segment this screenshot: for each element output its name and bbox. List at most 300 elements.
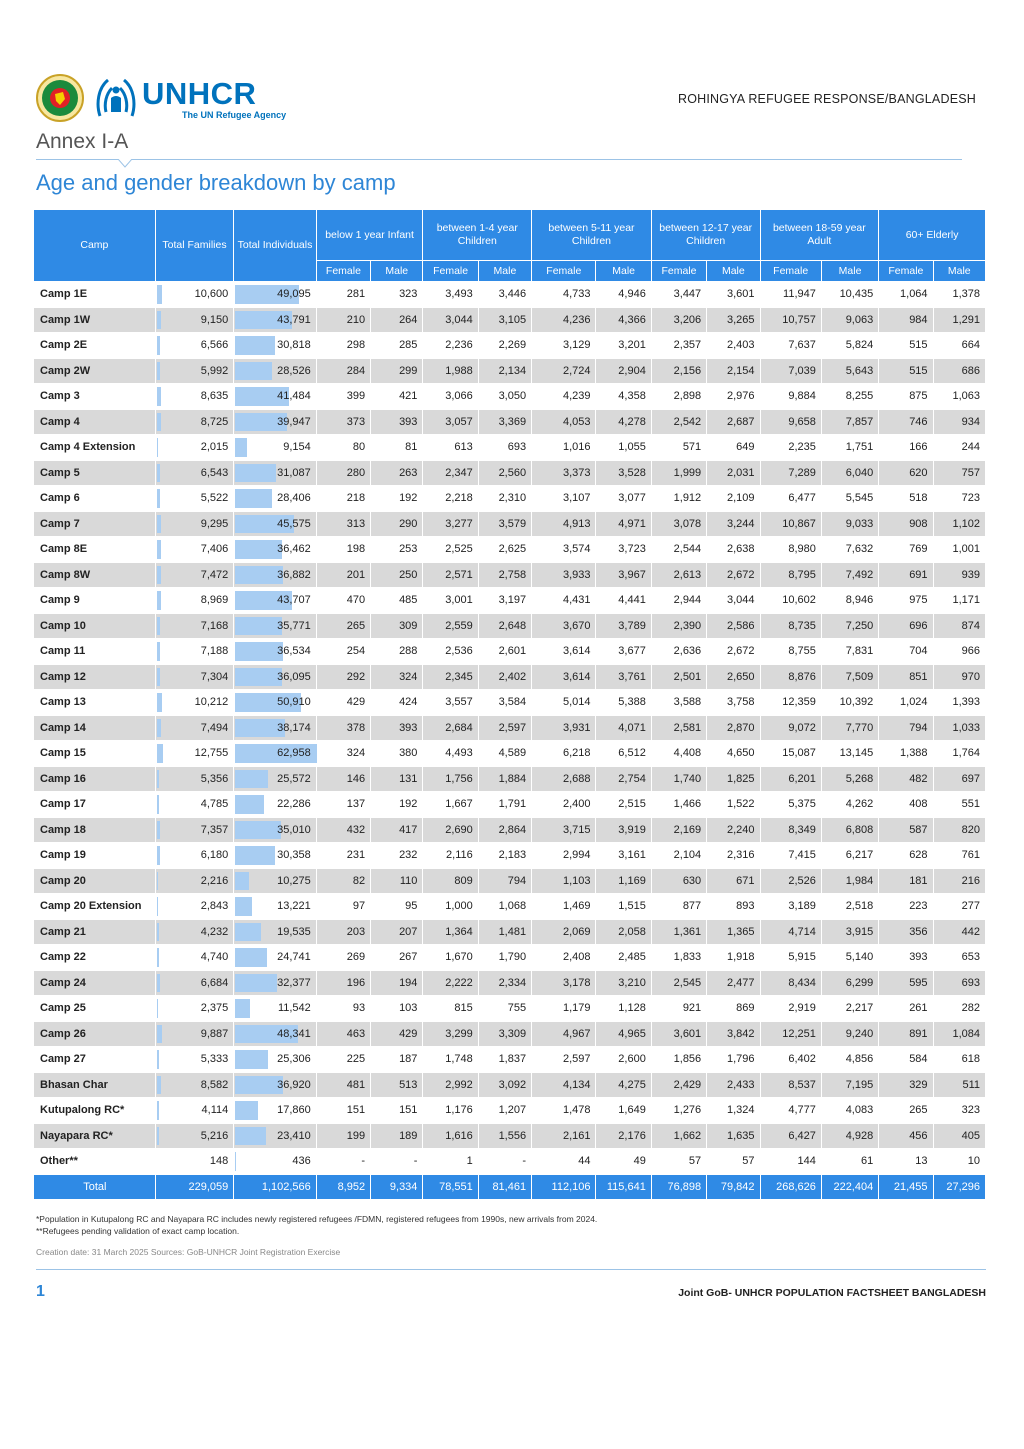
value-cell: 378 xyxy=(317,716,370,741)
value-cell: 192 xyxy=(371,792,422,817)
value-cell: 2,672 xyxy=(707,639,759,664)
table-row xyxy=(34,1149,985,1174)
footer-label: Joint GoB- UNHCR POPULATION FACTSHEET BANGLADESH xyxy=(678,1287,986,1299)
value-cell: 1,276 xyxy=(652,1098,706,1123)
cell-value: 6,543 xyxy=(200,466,229,479)
value-cell: 2,545 xyxy=(652,971,706,996)
value-cell: 103 xyxy=(371,996,422,1021)
families-bar xyxy=(157,872,158,891)
value-cell: 1,207 xyxy=(479,1098,531,1123)
value-cell: 1,000 xyxy=(423,894,477,919)
value-cell: 4,733 xyxy=(532,282,595,307)
value-cell: 1,324 xyxy=(707,1098,759,1123)
value-cell: 144 xyxy=(761,1149,821,1174)
header-female: Female xyxy=(317,261,370,281)
total-families-cell xyxy=(156,843,233,868)
individuals-bar xyxy=(235,846,274,865)
value-cell: 515 xyxy=(879,359,932,384)
individuals-bar xyxy=(235,872,248,891)
total-individuals-cell xyxy=(234,1124,316,1149)
individuals-bar xyxy=(235,668,282,687)
value-cell: 3,579 xyxy=(479,512,531,537)
cell-value: 28,526 xyxy=(277,364,311,377)
total-individuals-cell xyxy=(234,690,316,715)
table-row xyxy=(34,512,985,537)
total-families-cell xyxy=(156,639,233,664)
individuals-bar xyxy=(235,1050,268,1069)
camp-name-cell: Camp 5 xyxy=(34,461,155,486)
value-cell: 7,831 xyxy=(822,639,878,664)
value-cell: 264 xyxy=(371,308,422,333)
cell-value: 10,275 xyxy=(277,874,311,887)
value-cell: 10 xyxy=(934,1149,985,1174)
value-cell: 1,825 xyxy=(707,767,759,792)
cell-value: 48,341 xyxy=(277,1027,311,1040)
value-cell: 1,790 xyxy=(479,945,531,970)
creation-source-line: Creation date: 31 March 2025 Sources: GoB-UNHCR Joint Registration Exercise xyxy=(36,1247,341,1257)
value-cell: 3,105 xyxy=(479,308,531,333)
individuals-bar xyxy=(235,489,272,508)
value-cell: 1,024 xyxy=(879,690,932,715)
value-cell: 1,918 xyxy=(707,945,759,970)
individuals-bar xyxy=(235,770,268,789)
families-bar xyxy=(157,1127,160,1146)
value-cell: 4,589 xyxy=(479,741,531,766)
value-cell: 277 xyxy=(934,894,985,919)
cell-value: 2,375 xyxy=(200,1002,229,1015)
individuals-bar xyxy=(235,1076,283,1095)
value-cell: 2,944 xyxy=(652,588,706,613)
total-individuals-cell xyxy=(234,359,316,384)
table-row xyxy=(34,614,985,639)
value-cell: 463 xyxy=(317,1022,370,1047)
total-value-cell: 9,334 xyxy=(371,1175,422,1199)
value-cell: 6,217 xyxy=(822,843,878,868)
value-cell: 2,069 xyxy=(532,920,595,945)
bangladesh-emblem-icon xyxy=(36,74,84,122)
cell-value: 7,494 xyxy=(200,721,229,734)
total-value-cell: 222,404 xyxy=(822,1175,878,1199)
value-cell: 196 xyxy=(317,971,370,996)
value-cell: 809 xyxy=(423,869,477,894)
value-cell: 6,402 xyxy=(761,1047,821,1072)
total-individuals-cell xyxy=(234,971,316,996)
value-cell: 3,197 xyxy=(479,588,531,613)
value-cell: 584 xyxy=(879,1047,932,1072)
value-cell: 1,033 xyxy=(934,716,985,741)
camp-name-cell: Camp 11 xyxy=(34,639,155,664)
value-cell: 7,039 xyxy=(761,359,821,384)
individuals-bar xyxy=(235,974,277,993)
value-cell: 2,345 xyxy=(423,665,477,690)
value-cell: 244 xyxy=(934,435,985,460)
value-cell: 1,751 xyxy=(822,435,878,460)
value-cell: 3,161 xyxy=(596,843,650,868)
families-bar xyxy=(157,617,161,636)
cell-value: 9,150 xyxy=(200,313,229,326)
camp-name-cell: Other** xyxy=(34,1149,155,1174)
total-individuals-cell xyxy=(234,741,316,766)
cell-value: 10,600 xyxy=(194,288,229,301)
value-cell: 15,087 xyxy=(761,741,821,766)
camp-name-cell: Camp 25 xyxy=(34,996,155,1021)
families-bar xyxy=(157,336,160,355)
total-individuals-cell xyxy=(234,894,316,919)
value-cell: 761 xyxy=(934,843,985,868)
value-cell: 1,764 xyxy=(934,741,985,766)
cell-value: 9,887 xyxy=(200,1027,229,1040)
value-cell: 329 xyxy=(879,1073,932,1098)
value-cell: 1,515 xyxy=(596,894,650,919)
value-cell: 2,571 xyxy=(423,563,477,588)
value-cell: 3,044 xyxy=(707,588,759,613)
total-families-cell xyxy=(156,461,233,486)
value-cell: 194 xyxy=(371,971,422,996)
total-families-cell xyxy=(156,945,233,970)
table-row xyxy=(34,894,985,919)
value-cell: 210 xyxy=(317,308,370,333)
table-row xyxy=(34,563,985,588)
total-individuals-cell xyxy=(234,384,316,409)
cell-value: 5,356 xyxy=(200,772,229,785)
value-cell: 2,403 xyxy=(707,333,759,358)
value-cell: 970 xyxy=(934,665,985,690)
value-cell: 485 xyxy=(371,588,422,613)
camp-name-cell: Camp 14 xyxy=(34,716,155,741)
value-cell: 151 xyxy=(371,1098,422,1123)
value-cell: 6,808 xyxy=(822,818,878,843)
total-value-cell: 81,461 xyxy=(479,1175,531,1199)
families-bar xyxy=(157,795,159,814)
value-cell: 7,492 xyxy=(822,563,878,588)
cell-value: 28,406 xyxy=(277,492,311,505)
table-row xyxy=(34,1047,985,1072)
value-cell: 2,485 xyxy=(596,945,650,970)
individuals-bar xyxy=(235,464,275,483)
value-cell: 8,537 xyxy=(761,1073,821,1098)
total-individuals-cell xyxy=(234,563,316,588)
value-cell: 2,994 xyxy=(532,843,595,868)
families-bar xyxy=(157,489,160,508)
value-cell: 225 xyxy=(317,1047,370,1072)
value-cell: 3,761 xyxy=(596,665,650,690)
cell-value: 25,306 xyxy=(277,1053,311,1066)
header-total-individuals: Total Individuals xyxy=(234,210,316,281)
value-cell: 2,269 xyxy=(479,333,531,358)
value-cell: 3,277 xyxy=(423,512,477,537)
total-individuals-cell xyxy=(234,716,316,741)
total-individuals-cell xyxy=(234,1149,316,1174)
total-families-cell xyxy=(156,996,233,1021)
value-cell: 10,757 xyxy=(761,308,821,333)
camp-name-cell: Kutupalong RC* xyxy=(34,1098,155,1123)
value-cell: 934 xyxy=(934,410,985,435)
value-cell: 2,031 xyxy=(707,461,759,486)
total-families-cell xyxy=(156,588,233,613)
value-cell: 691 xyxy=(879,563,932,588)
total-families-cell xyxy=(156,512,233,537)
value-cell: 2,544 xyxy=(652,537,706,562)
value-cell: 8,876 xyxy=(761,665,821,690)
cell-value: 148 xyxy=(209,1155,229,1168)
value-cell: 8,255 xyxy=(822,384,878,409)
value-cell: 908 xyxy=(879,512,932,537)
value-cell: 151 xyxy=(317,1098,370,1123)
value-cell: 1,378 xyxy=(934,282,985,307)
value-cell: 820 xyxy=(934,818,985,843)
value-cell: 3,189 xyxy=(761,894,821,919)
camp-name-cell: Camp 2E xyxy=(34,333,155,358)
value-cell: 664 xyxy=(934,333,985,358)
cell-value: 7,472 xyxy=(200,568,229,581)
header-age-infant: below 1 year Infant xyxy=(317,210,423,260)
value-cell: 1,063 xyxy=(934,384,985,409)
value-cell: 9,072 xyxy=(761,716,821,741)
families-bar xyxy=(157,999,158,1018)
value-cell: 595 xyxy=(879,971,932,996)
individuals-bar xyxy=(235,617,281,636)
value-cell: 1,740 xyxy=(652,767,706,792)
table-row xyxy=(34,333,985,358)
total-value-cell: 27,296 xyxy=(934,1175,985,1199)
value-cell: 5,014 xyxy=(532,690,595,715)
cell-value: 30,358 xyxy=(277,849,311,862)
camp-name-cell: Camp 19 xyxy=(34,843,155,868)
individuals-bar xyxy=(235,948,267,967)
total-individuals-cell xyxy=(234,435,316,460)
value-cell: 1,016 xyxy=(532,435,595,460)
value-cell: 232 xyxy=(371,843,422,868)
value-cell: 3,919 xyxy=(596,818,650,843)
value-cell: 7,509 xyxy=(822,665,878,690)
value-cell: 2,560 xyxy=(479,461,531,486)
value-cell: 3,078 xyxy=(652,512,706,537)
cell-value: 10,212 xyxy=(194,696,229,709)
value-cell: 1,179 xyxy=(532,996,595,1021)
value-cell: 250 xyxy=(371,563,422,588)
value-cell: 61 xyxy=(822,1149,878,1174)
individuals-bar xyxy=(235,336,275,355)
value-cell: 2,684 xyxy=(423,716,477,741)
cell-value: 6,566 xyxy=(200,339,229,352)
value-cell: 2,316 xyxy=(707,843,759,868)
value-cell: 704 xyxy=(879,639,932,664)
value-cell: 9,033 xyxy=(822,512,878,537)
value-cell: 3,077 xyxy=(596,486,650,511)
cell-value: 31,087 xyxy=(277,466,311,479)
value-cell: 13,145 xyxy=(822,741,878,766)
cell-value: 30,818 xyxy=(277,339,311,352)
camp-name-cell: Nayapara RC* xyxy=(34,1124,155,1149)
value-cell: 4,083 xyxy=(822,1098,878,1123)
total-families-cell xyxy=(156,537,233,562)
value-cell: 1,176 xyxy=(423,1098,477,1123)
total-families-cell xyxy=(156,410,233,435)
value-cell: 3,299 xyxy=(423,1022,477,1047)
value-cell: 82 xyxy=(317,869,370,894)
value-cell: 2,183 xyxy=(479,843,531,868)
value-cell: 2,601 xyxy=(479,639,531,664)
value-cell: 324 xyxy=(371,665,422,690)
header-male: Male xyxy=(707,261,759,281)
value-cell: 511 xyxy=(934,1073,985,1098)
value-cell: 218 xyxy=(317,486,370,511)
value-cell: 189 xyxy=(371,1124,422,1149)
value-cell: 5,915 xyxy=(761,945,821,970)
families-bar xyxy=(157,846,160,865)
value-cell: 3,723 xyxy=(596,537,650,562)
cell-value: 8,725 xyxy=(200,415,229,428)
total-individuals-cell xyxy=(234,282,316,307)
unhcr-emblem-icon xyxy=(94,76,138,122)
value-cell: 2,156 xyxy=(652,359,706,384)
value-cell: 4,239 xyxy=(532,384,595,409)
families-bar xyxy=(157,387,161,406)
value-cell: 207 xyxy=(371,920,422,945)
value-cell: 2,169 xyxy=(652,818,706,843)
value-cell: 231 xyxy=(317,843,370,868)
value-cell: 4,650 xyxy=(707,741,759,766)
value-cell: 429 xyxy=(317,690,370,715)
total-families-cell xyxy=(156,614,233,639)
value-cell: 4,358 xyxy=(596,384,650,409)
value-cell: 794 xyxy=(879,716,932,741)
value-cell: 2,648 xyxy=(479,614,531,639)
footnote-1: *Population in Kutupalong RC and Nayapara RC includes newly registered refugees /FDMN, registered refugees from 1990s, new arrivals from 2024. xyxy=(36,1214,598,1224)
value-cell: 5,545 xyxy=(822,486,878,511)
camp-name-cell: Camp 4 xyxy=(34,410,155,435)
value-cell: 4,278 xyxy=(596,410,650,435)
value-cell: 12,359 xyxy=(761,690,821,715)
value-cell: 1,466 xyxy=(652,792,706,817)
value-cell: 1,667 xyxy=(423,792,477,817)
total-individuals-cell xyxy=(234,512,316,537)
value-cell: 7,770 xyxy=(822,716,878,741)
value-cell: 80 xyxy=(317,435,370,460)
total-families-cell xyxy=(156,1022,233,1047)
value-cell: 4,053 xyxy=(532,410,595,435)
cell-value: 7,406 xyxy=(200,543,229,556)
cell-value: 35,010 xyxy=(277,823,311,836)
value-cell: 2,236 xyxy=(423,333,477,358)
value-cell: 265 xyxy=(879,1098,932,1123)
value-cell: 2,058 xyxy=(596,920,650,945)
families-bar xyxy=(157,1076,161,1095)
value-cell: 3,446 xyxy=(479,282,531,307)
value-cell: 1,756 xyxy=(423,767,477,792)
value-cell: 2,161 xyxy=(532,1124,595,1149)
camp-name-cell: Camp 4 Extension xyxy=(34,435,155,460)
cell-value: 38,174 xyxy=(277,721,311,734)
individuals-bar xyxy=(235,999,250,1018)
cell-value: 11,542 xyxy=(277,1002,311,1015)
value-cell: 8,946 xyxy=(822,588,878,613)
value-cell: 8,735 xyxy=(761,614,821,639)
value-cell: 5,388 xyxy=(596,690,650,715)
individuals-bar xyxy=(235,923,260,942)
value-cell: 1,748 xyxy=(423,1047,477,1072)
value-cell: 3,670 xyxy=(532,614,595,639)
unhcr-wordmark: UNHCR xyxy=(142,76,257,111)
cell-value: 7,304 xyxy=(200,670,229,683)
value-cell: 628 xyxy=(879,843,932,868)
cell-value: 35,771 xyxy=(277,619,311,632)
value-cell: 620 xyxy=(879,461,932,486)
value-cell: 2,134 xyxy=(479,359,531,384)
value-cell: 1,001 xyxy=(934,537,985,562)
value-cell: 697 xyxy=(934,767,985,792)
header-age-12-17: between 12-17 year Children xyxy=(652,210,760,260)
total-families-cell xyxy=(156,894,233,919)
table-row xyxy=(34,461,985,486)
value-cell: 2,222 xyxy=(423,971,477,996)
value-cell: 2,625 xyxy=(479,537,531,562)
value-cell: 2,217 xyxy=(822,996,878,1021)
value-cell: 432 xyxy=(317,818,370,843)
value-cell: 393 xyxy=(371,410,422,435)
value-cell: 2,672 xyxy=(707,563,759,588)
value-cell: 288 xyxy=(371,639,422,664)
value-cell: 3,967 xyxy=(596,563,650,588)
total-individuals-cell xyxy=(234,1073,316,1098)
value-cell: 1,856 xyxy=(652,1047,706,1072)
value-cell: 5,268 xyxy=(822,767,878,792)
value-cell: 3,092 xyxy=(479,1073,531,1098)
table-row xyxy=(34,869,985,894)
value-cell: 4,928 xyxy=(822,1124,878,1149)
value-cell: 254 xyxy=(317,639,370,664)
value-cell: 3,677 xyxy=(596,639,650,664)
families-bar xyxy=(157,311,162,330)
cell-value: 36,534 xyxy=(277,645,311,658)
value-cell: 551 xyxy=(934,792,985,817)
value-cell: 1,102 xyxy=(934,512,985,537)
value-cell: 4,071 xyxy=(596,716,650,741)
table-row xyxy=(34,359,985,384)
camp-name-cell: Camp 10 xyxy=(34,614,155,639)
individuals-bar xyxy=(235,1101,258,1120)
table-row xyxy=(34,639,985,664)
total-families-cell xyxy=(156,333,233,358)
header-camp: Camp xyxy=(34,210,155,281)
individuals-bar xyxy=(235,438,247,457)
value-cell: 2,586 xyxy=(707,614,759,639)
value-cell: 1,171 xyxy=(934,588,985,613)
value-cell: 2,688 xyxy=(532,767,595,792)
value-cell: 2,690 xyxy=(423,818,477,843)
value-cell: 2,758 xyxy=(479,563,531,588)
cell-value: 8,969 xyxy=(200,594,229,607)
total-families-cell xyxy=(156,563,233,588)
camp-name-cell: Bhasan Char xyxy=(34,1073,155,1098)
value-cell: 280 xyxy=(317,461,370,486)
families-bar xyxy=(157,1025,162,1044)
value-cell: 3,309 xyxy=(479,1022,531,1047)
value-cell: 671 xyxy=(707,869,759,894)
families-bar xyxy=(157,362,160,381)
cell-value: 5,216 xyxy=(200,1129,229,1142)
header-age-5-11: between 5-11 year Children xyxy=(532,210,651,260)
value-cell: 3,066 xyxy=(423,384,477,409)
families-bar xyxy=(157,464,160,483)
value-cell: 201 xyxy=(317,563,370,588)
value-cell: 1,103 xyxy=(532,869,595,894)
camp-name-cell: Camp 22 xyxy=(34,945,155,970)
cell-value: 7,357 xyxy=(200,823,229,836)
value-cell: 4,856 xyxy=(822,1047,878,1072)
cell-value: 24,741 xyxy=(277,951,311,964)
value-cell: 921 xyxy=(652,996,706,1021)
